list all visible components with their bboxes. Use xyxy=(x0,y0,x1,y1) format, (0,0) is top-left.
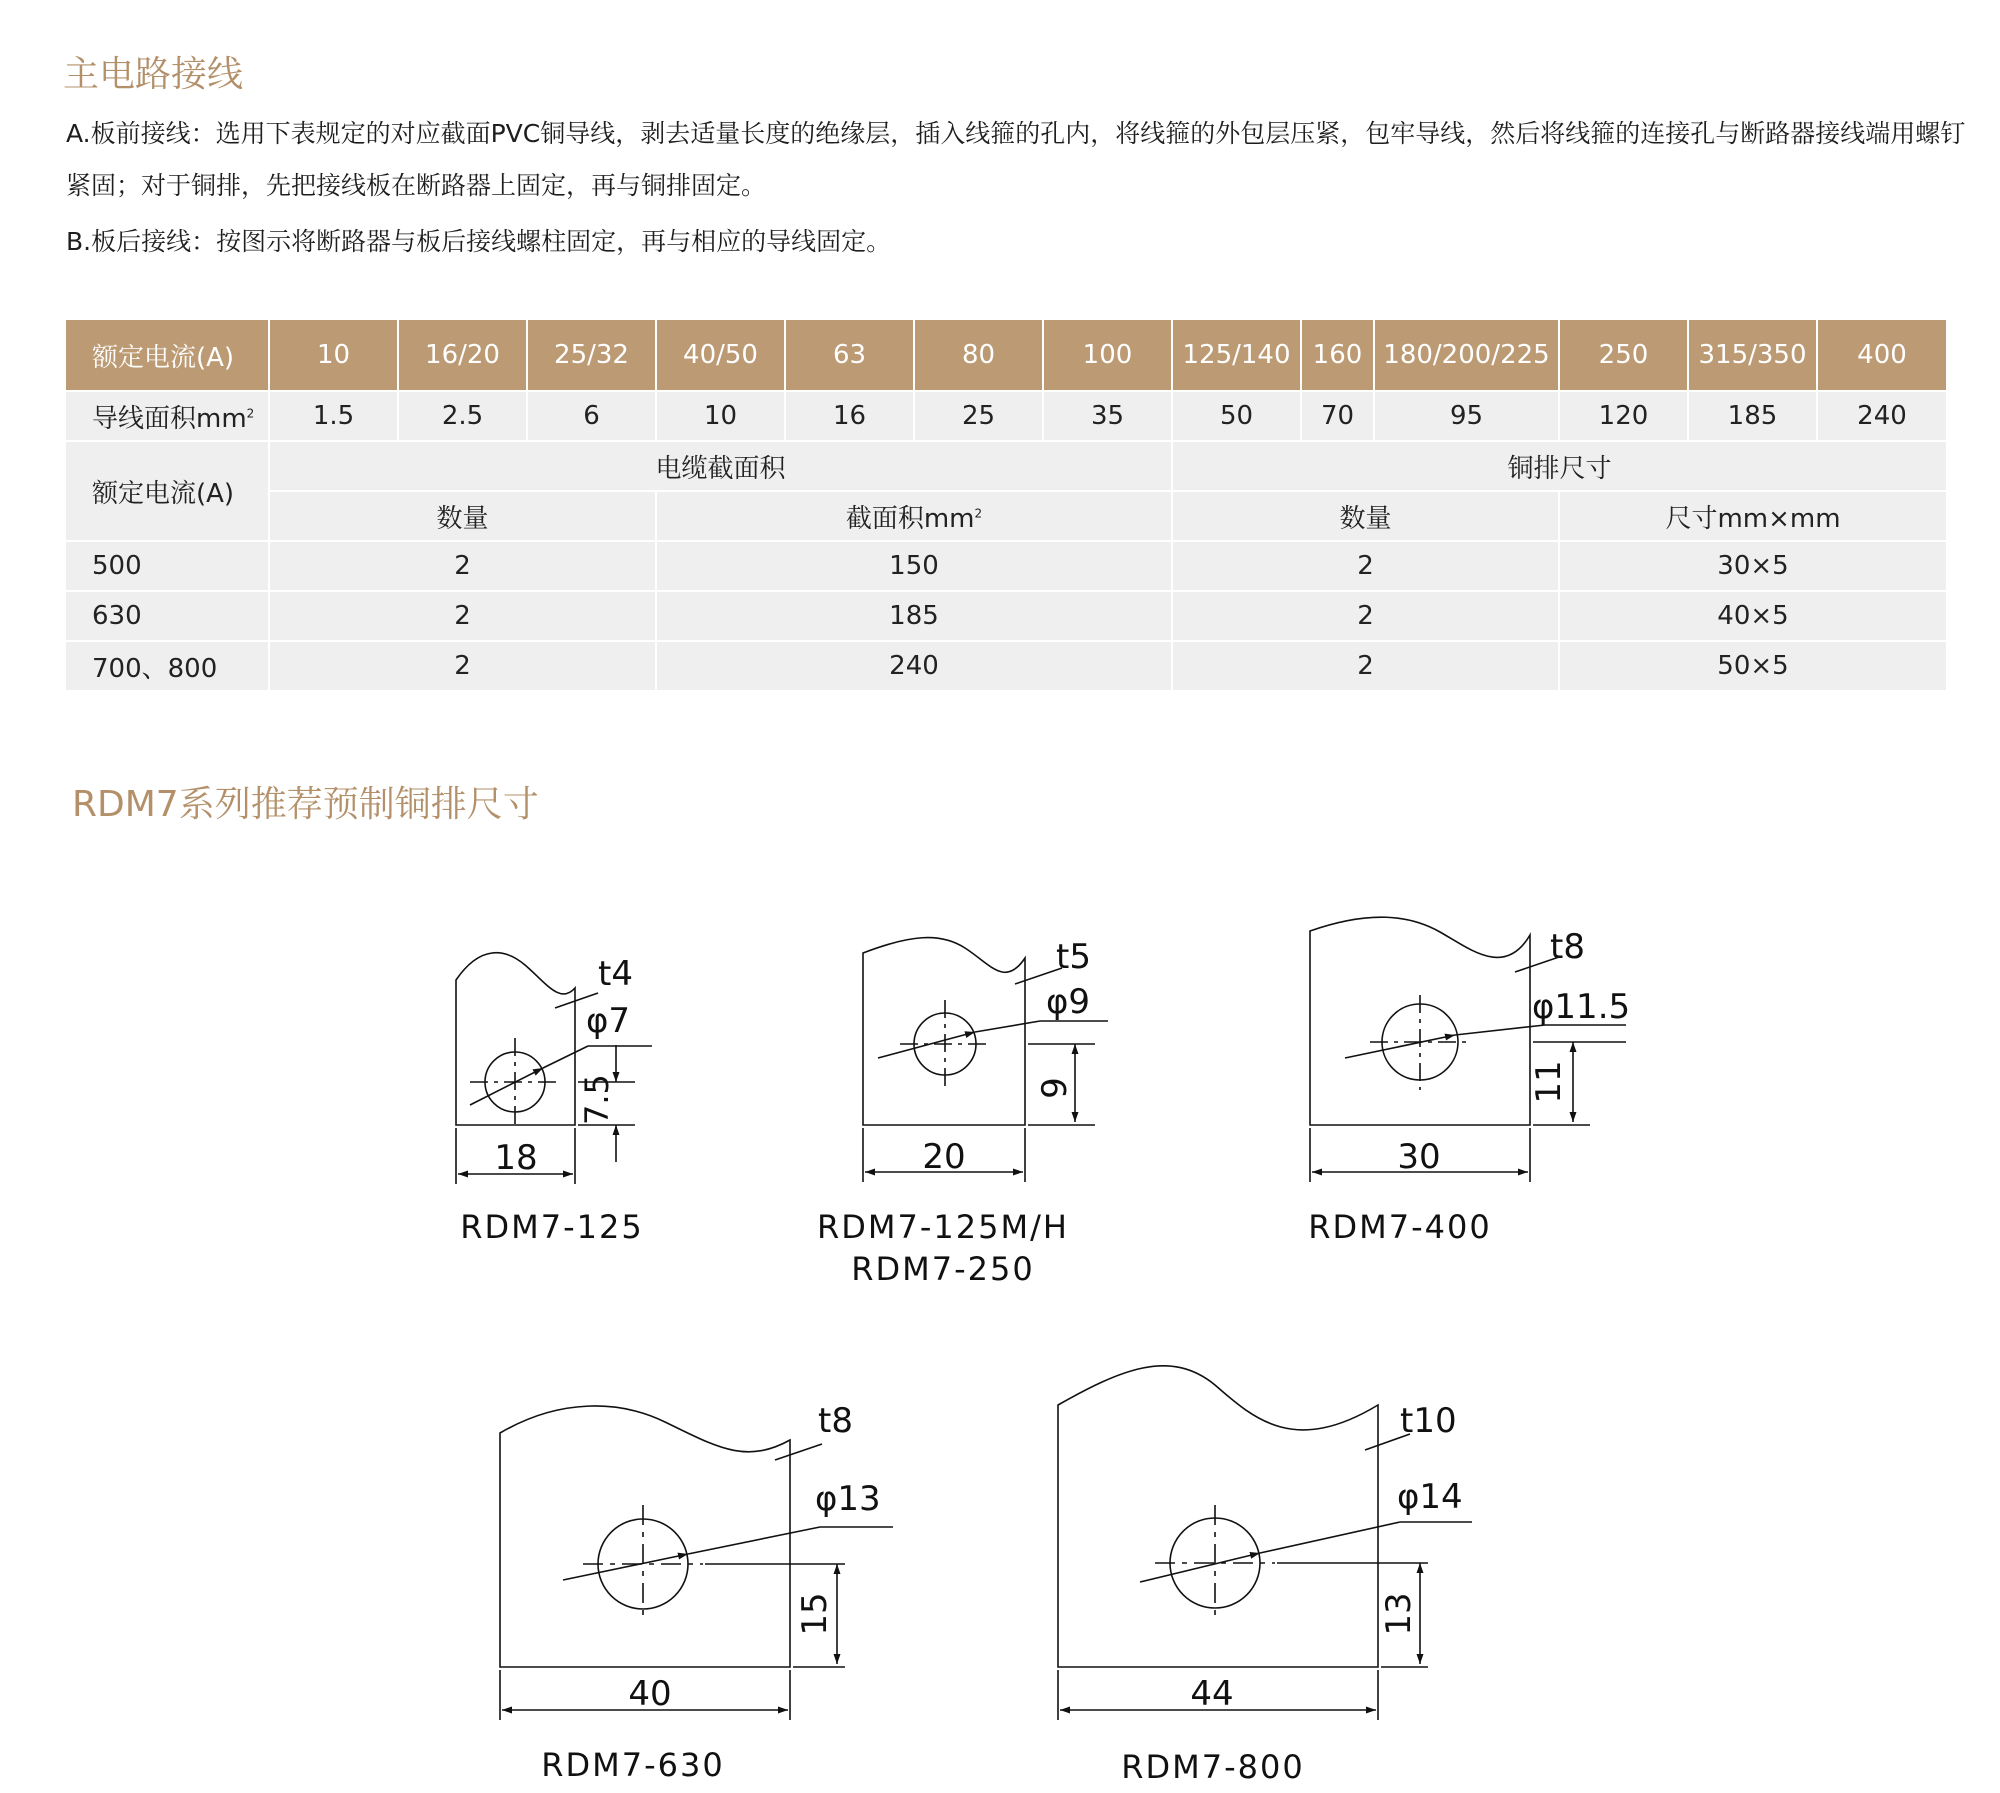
header-cell: 100 xyxy=(1043,319,1172,391)
hole-diameter-label: φ7 xyxy=(586,1001,631,1041)
hole-diameter-label: φ13 xyxy=(815,1479,881,1519)
header-cell: 63 xyxy=(785,319,914,391)
table-cell: 2.5 xyxy=(398,391,527,441)
copper-bar-group-header: 铜排尺寸 xyxy=(1172,441,1947,491)
model-label-secondary: RDM7-250 xyxy=(851,1250,1035,1288)
hole-diameter-label: φ11.5 xyxy=(1532,987,1631,1027)
copper-bar-drawings xyxy=(0,880,2000,1790)
table-cell: 95 xyxy=(1374,391,1559,441)
width-dimension: 44 xyxy=(1190,1674,1234,1714)
thickness-label: t10 xyxy=(1400,1401,1457,1441)
bar-outline xyxy=(1058,1366,1378,1667)
header-cell: 250 xyxy=(1559,319,1688,391)
header-label: 额定电流(A) xyxy=(65,319,269,391)
table-cell: 240 xyxy=(656,641,1172,691)
table-cell: 2 xyxy=(269,641,656,691)
height-dimension: 7.5 xyxy=(578,1074,616,1125)
header-cell: 160 xyxy=(1301,319,1374,391)
height-dimension: 13 xyxy=(1379,1592,1419,1636)
height-dimension: 15 xyxy=(795,1592,835,1636)
wire-area-label: 导线面积$mm^2$ xyxy=(65,391,269,441)
hole-diameter-label: φ14 xyxy=(1397,1477,1463,1517)
table-cell: 2 xyxy=(269,591,656,641)
wiring-spec-table xyxy=(64,318,1948,692)
table-row xyxy=(65,541,1947,591)
bar-outline xyxy=(863,938,1025,1125)
table-header-row xyxy=(65,319,1947,391)
table-cell: 2 xyxy=(1172,591,1559,641)
table-row xyxy=(65,491,1947,541)
thickness-label: t4 xyxy=(598,954,633,994)
table-cell: 35 xyxy=(1043,391,1172,441)
cable-qty-header: 数量 xyxy=(269,491,656,541)
width-dimension: 18 xyxy=(494,1138,538,1178)
lower-current-label: 额定电流(A) xyxy=(65,441,269,541)
table-cell: 70 xyxy=(1301,391,1374,441)
table-cell: 185 xyxy=(656,591,1172,641)
table-cell: 50 xyxy=(1172,391,1301,441)
table-row xyxy=(65,641,1947,691)
table-cell: 30×5 xyxy=(1559,541,1947,591)
header-cell: 315/350 xyxy=(1688,319,1817,391)
table-cell: 120 xyxy=(1559,391,1688,441)
width-dimension: 40 xyxy=(628,1674,672,1714)
table-cell: 2 xyxy=(1172,641,1559,691)
bar-qty-header: 数量 xyxy=(1172,491,1559,541)
table-cell: 2 xyxy=(1172,541,1559,591)
header-cell: 16/20 xyxy=(398,319,527,391)
paragraph-rear-wiring: B.板后接线：按图示将断路器与板后接线螺柱固定，再与相应的导线固定。 xyxy=(66,227,892,256)
model-label: RDM7-125 xyxy=(460,1208,644,1246)
table-cell: 10 xyxy=(656,391,785,441)
table-row xyxy=(65,441,1947,491)
width-dimension: 30 xyxy=(1397,1137,1441,1177)
table-row xyxy=(65,391,1947,441)
table-cell: 16 xyxy=(785,391,914,441)
thickness-label: t5 xyxy=(1056,937,1091,977)
table-cell: 25 xyxy=(914,391,1043,441)
height-dimension: 11 xyxy=(1529,1060,1569,1104)
header-cell: 400 xyxy=(1817,319,1947,391)
cable-group-header: 电缆截面积 xyxy=(269,441,1172,491)
table-row xyxy=(65,591,1947,641)
table-cell: 185 xyxy=(1688,391,1817,441)
header-cell: 180/200/225 xyxy=(1374,319,1559,391)
table-cell: 40×5 xyxy=(1559,591,1947,641)
header-cell: 25/32 xyxy=(527,319,656,391)
table-cell: 2 xyxy=(269,541,656,591)
header-cell: 40/50 xyxy=(656,319,785,391)
table-cell: 150 xyxy=(656,541,1172,591)
bar-size-header: 尺寸mm×mm xyxy=(1559,491,1947,541)
model-label: RDM7-400 xyxy=(1308,1208,1492,1246)
table-cell: 6 xyxy=(527,391,656,441)
thickness-label: t8 xyxy=(818,1401,853,1441)
model-label: RDM7-125M/H xyxy=(817,1208,1069,1246)
table-cell: 50×5 xyxy=(1559,641,1947,691)
table-cell: 240 xyxy=(1817,391,1947,441)
paragraph-front-wiring: A.板前接线：选用下表规定的对应截面PVC铜导线，剥去适量长度的绝缘层，插入线箍的孔内，将线箍的外包层压紧，包牢导线，然后将线箍的连接孔与断路器接线端用螺钉紧固；对于铜排，先把接线板在断路器上固定，再与铜排固定。 xyxy=(66,119,1966,200)
section-title-main-circuit: 主电路接线 xyxy=(63,54,244,95)
section-title-copper-bar: RDM7系列推荐预制铜排尺寸 xyxy=(72,784,539,825)
cable-area-header: 截面积$mm^2$ xyxy=(656,491,1172,541)
model-label: RDM7-800 xyxy=(1121,1748,1305,1786)
table-cell: 700、800 xyxy=(65,641,269,691)
model-label: RDM7-630 xyxy=(541,1746,725,1784)
copper-bar-drawing xyxy=(500,1406,893,1720)
width-dimension: 20 xyxy=(922,1137,966,1177)
hole-diameter-label: φ9 xyxy=(1046,982,1091,1022)
table-cell: 1.5 xyxy=(269,391,398,441)
header-cell: 125/140 xyxy=(1172,319,1301,391)
table-cell: 500 xyxy=(65,541,269,591)
header-cell: 80 xyxy=(914,319,1043,391)
thickness-label: t8 xyxy=(1550,927,1585,967)
height-dimension: 9 xyxy=(1035,1077,1075,1099)
header-cell: 10 xyxy=(269,319,398,391)
table-cell: 630 xyxy=(65,591,269,641)
bar-outline xyxy=(500,1406,790,1667)
